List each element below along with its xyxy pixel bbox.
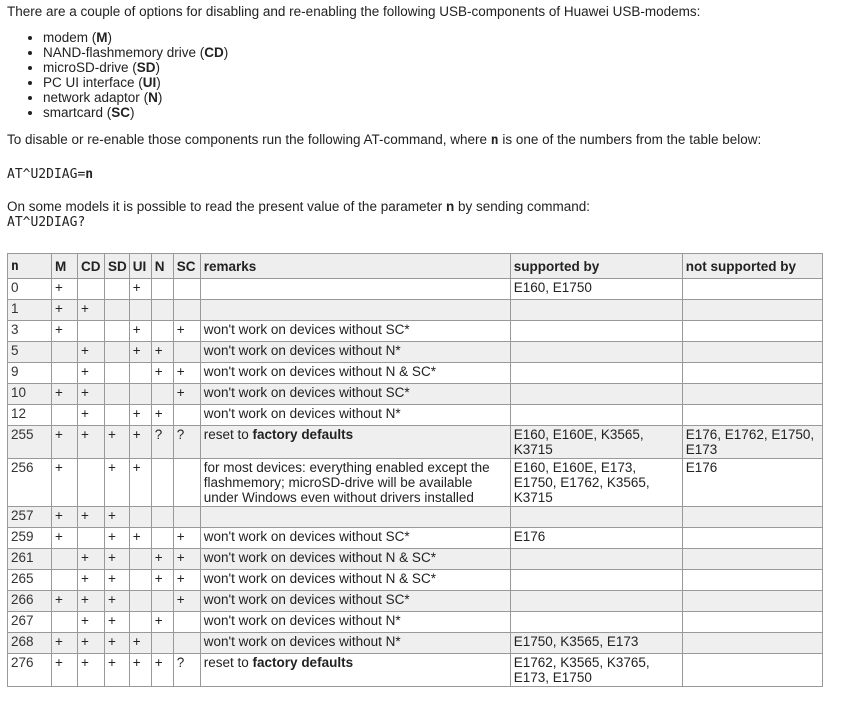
cell-net bbox=[151, 507, 173, 528]
table-row bbox=[8, 591, 823, 612]
cell-cd: + bbox=[78, 633, 105, 654]
cell-m: + bbox=[52, 633, 78, 654]
cell-cd: + bbox=[78, 426, 105, 459]
cell-net bbox=[151, 459, 173, 507]
cell-remarks: won't work on devices without SC* bbox=[200, 384, 510, 405]
cell-net bbox=[151, 384, 173, 405]
cell-sd: + bbox=[105, 459, 130, 507]
cell-sd: + bbox=[105, 633, 130, 654]
cell-not-supported-by bbox=[682, 507, 822, 528]
cell-n: 0 bbox=[8, 279, 52, 300]
cell-net bbox=[151, 528, 173, 549]
article-content bbox=[7, 3, 837, 231]
cell-remarks bbox=[200, 279, 510, 300]
cell-sd: + bbox=[105, 591, 130, 612]
cell-n: 257 bbox=[8, 507, 52, 528]
cell-ui: + bbox=[129, 405, 151, 426]
cell-remarks: won't work on devices without N* bbox=[200, 405, 510, 426]
cell-ui: + bbox=[129, 459, 151, 507]
cell-net: + bbox=[151, 570, 173, 591]
table-row bbox=[8, 528, 823, 549]
cell-sd bbox=[105, 321, 130, 342]
col-header-n-adaptor: N bbox=[151, 254, 173, 279]
cell-cd bbox=[78, 321, 105, 342]
cell-sd bbox=[105, 279, 130, 300]
cell-ui: + bbox=[129, 426, 151, 459]
cell-sc bbox=[173, 300, 200, 321]
cell-sc: + bbox=[173, 384, 200, 405]
cell-n: 276 bbox=[8, 654, 52, 687]
cell-sc: ? bbox=[173, 426, 200, 459]
cell-ui: + bbox=[129, 321, 151, 342]
cell-m bbox=[52, 342, 78, 363]
cell-cd: + bbox=[78, 654, 105, 687]
cell-net: + bbox=[151, 654, 173, 687]
cell-sc bbox=[173, 612, 200, 633]
cell-remarks: reset to factory defaults bbox=[200, 654, 510, 687]
cell-cd: + bbox=[78, 405, 105, 426]
component-item: • NAND-flashmemory drive (CD) bbox=[43, 45, 837, 60]
cell-remarks: won't work on devices without N & SC* bbox=[200, 570, 510, 591]
cell-cd: + bbox=[78, 384, 105, 405]
cell-cd: + bbox=[78, 363, 105, 384]
cell-cd: + bbox=[78, 507, 105, 528]
cell-m bbox=[52, 612, 78, 633]
cell-supported-by: E1750, K3565, E173 bbox=[510, 633, 682, 654]
cell-sd bbox=[105, 363, 130, 384]
col-header-n: n bbox=[8, 254, 52, 279]
cell-supported-by bbox=[510, 342, 682, 363]
cell-supported-by bbox=[510, 549, 682, 570]
cell-not-supported-by bbox=[682, 300, 822, 321]
cell-ui: + bbox=[129, 633, 151, 654]
cell-sc bbox=[173, 279, 200, 300]
cell-ui bbox=[129, 507, 151, 528]
cell-m bbox=[52, 363, 78, 384]
col-header-sd: SD bbox=[105, 254, 130, 279]
cell-sd: + bbox=[105, 426, 130, 459]
cell-sc: + bbox=[173, 528, 200, 549]
cell-sc: + bbox=[173, 570, 200, 591]
component-list bbox=[7, 30, 837, 120]
instruction-paragraph: To disable or re-enable those components run the following AT-command, where n is one of the numbers from the table below: bbox=[7, 132, 762, 148]
cell-ui bbox=[129, 591, 151, 612]
cell-not-supported-by bbox=[682, 591, 822, 612]
cell-supported-by bbox=[510, 612, 682, 633]
cell-ui: + bbox=[129, 279, 151, 300]
cell-net bbox=[151, 591, 173, 612]
cell-n: 9 bbox=[8, 363, 52, 384]
cell-sd bbox=[105, 342, 130, 363]
cell-sc: + bbox=[173, 549, 200, 570]
col-header-sc: SC bbox=[173, 254, 200, 279]
cell-remarks: won't work on devices without N & SC* bbox=[200, 363, 510, 384]
cell-cd: + bbox=[78, 300, 105, 321]
table-row bbox=[8, 405, 823, 426]
table-row bbox=[8, 342, 823, 363]
component-item: • smartcard (SC) bbox=[43, 105, 837, 120]
cell-m: + bbox=[52, 384, 78, 405]
cell-ui: + bbox=[129, 528, 151, 549]
cell-m bbox=[52, 549, 78, 570]
cell-sd: + bbox=[105, 570, 130, 591]
table-row bbox=[8, 300, 823, 321]
cell-n: 1 bbox=[8, 300, 52, 321]
cell-m bbox=[52, 405, 78, 426]
cell-m: + bbox=[52, 528, 78, 549]
table-row bbox=[8, 363, 823, 384]
cell-sd: + bbox=[105, 654, 130, 687]
cell-net: + bbox=[151, 549, 173, 570]
cell-not-supported-by bbox=[682, 342, 822, 363]
cell-supported-by: E160, E160E, E173, E1750, E1762, K3565, K3715 bbox=[510, 459, 682, 507]
cell-remarks: won't work on devices without SC* bbox=[200, 591, 510, 612]
cell-not-supported-by bbox=[682, 363, 822, 384]
cell-supported-by bbox=[510, 405, 682, 426]
cell-supported-by bbox=[510, 507, 682, 528]
cell-net: + bbox=[151, 342, 173, 363]
cell-not-supported-by: E176 bbox=[682, 459, 822, 507]
table-row bbox=[8, 459, 823, 507]
cell-ui: + bbox=[129, 342, 151, 363]
cell-remarks bbox=[200, 507, 510, 528]
col-header-ui: UI bbox=[129, 254, 151, 279]
cell-remarks: reset to factory defaults bbox=[200, 426, 510, 459]
cell-n: 10 bbox=[8, 384, 52, 405]
cell-remarks: won't work on devices without SC* bbox=[200, 528, 510, 549]
cell-m: + bbox=[52, 654, 78, 687]
cell-n: 259 bbox=[8, 528, 52, 549]
cell-supported-by bbox=[510, 321, 682, 342]
table-row bbox=[8, 507, 823, 528]
u2diag-table bbox=[7, 253, 823, 687]
cell-ui bbox=[129, 363, 151, 384]
cell-not-supported-by: E176, E1762, E1750, E173 bbox=[682, 426, 822, 459]
cell-sc bbox=[173, 633, 200, 654]
table-row bbox=[8, 321, 823, 342]
cell-cd bbox=[78, 459, 105, 507]
cell-remarks bbox=[200, 300, 510, 321]
cell-ui bbox=[129, 384, 151, 405]
cell-supported-by: E160, E160E, K3565, K3715 bbox=[510, 426, 682, 459]
cell-sd bbox=[105, 384, 130, 405]
cell-ui bbox=[129, 612, 151, 633]
set-command-code: AT^U2DIAG=n bbox=[7, 167, 94, 182]
table-row bbox=[8, 654, 823, 687]
component-item: • network adaptor (N) bbox=[43, 90, 837, 105]
cell-not-supported-by bbox=[682, 528, 822, 549]
cell-cd: + bbox=[78, 549, 105, 570]
cell-sd bbox=[105, 300, 130, 321]
table-row bbox=[8, 633, 823, 654]
cell-ui: + bbox=[129, 654, 151, 687]
cell-n: 12 bbox=[8, 405, 52, 426]
intro-paragraph: There are a couple of options for disabling and re-enabling the following USB-components of Huawei USB-modems: bbox=[7, 4, 701, 19]
cell-remarks: won't work on devices without SC* bbox=[200, 321, 510, 342]
table-row bbox=[8, 570, 823, 591]
cell-remarks: for most devices: everything enabled except the flashmemory; microSD-drive will be available under Windows even without drivers installed bbox=[200, 459, 510, 507]
cell-supported-by: E160, E1750 bbox=[510, 279, 682, 300]
cell-m: + bbox=[52, 279, 78, 300]
table-row bbox=[8, 549, 823, 570]
cell-not-supported-by bbox=[682, 321, 822, 342]
component-item: • modem (M) bbox=[43, 30, 837, 45]
cell-ui bbox=[129, 300, 151, 321]
cell-not-supported-by bbox=[682, 549, 822, 570]
cell-net bbox=[151, 633, 173, 654]
cell-net: + bbox=[151, 405, 173, 426]
cell-net bbox=[151, 300, 173, 321]
component-item: • PC UI interface (UI) bbox=[43, 75, 837, 90]
cell-supported-by bbox=[510, 300, 682, 321]
cell-m: + bbox=[52, 591, 78, 612]
cell-sd: + bbox=[105, 549, 130, 570]
col-header-m: M bbox=[52, 254, 78, 279]
col-header-not-supported: not supported by bbox=[682, 254, 822, 279]
cell-n: 3 bbox=[8, 321, 52, 342]
cell-n: 255 bbox=[8, 426, 52, 459]
cell-supported-by bbox=[510, 384, 682, 405]
cell-cd: + bbox=[78, 591, 105, 612]
cell-cd: + bbox=[78, 612, 105, 633]
cell-supported-by bbox=[510, 570, 682, 591]
table-row bbox=[8, 612, 823, 633]
cell-n: 256 bbox=[8, 459, 52, 507]
component-item: • microSD-drive (SD) bbox=[43, 60, 837, 75]
col-header-supported: supported by bbox=[510, 254, 682, 279]
cell-net bbox=[151, 321, 173, 342]
cell-not-supported-by bbox=[682, 612, 822, 633]
cell-net: ? bbox=[151, 426, 173, 459]
cell-sd: + bbox=[105, 507, 130, 528]
cell-cd: + bbox=[78, 570, 105, 591]
cell-not-supported-by bbox=[682, 405, 822, 426]
cell-sc bbox=[173, 405, 200, 426]
cell-sc: + bbox=[173, 363, 200, 384]
table-row bbox=[8, 426, 823, 459]
cell-sc: + bbox=[173, 591, 200, 612]
cell-sd: + bbox=[105, 612, 130, 633]
cell-remarks: won't work on devices without N & SC* bbox=[200, 549, 510, 570]
col-header-cd: CD bbox=[78, 254, 105, 279]
cell-net: + bbox=[151, 612, 173, 633]
cell-sc bbox=[173, 342, 200, 363]
cell-not-supported-by bbox=[682, 633, 822, 654]
cell-n: 267 bbox=[8, 612, 52, 633]
cell-supported-by: E1762, K3565, K3765, E173, E1750 bbox=[510, 654, 682, 687]
cell-sc: + bbox=[173, 321, 200, 342]
cell-n: 5 bbox=[8, 342, 52, 363]
cell-n: 265 bbox=[8, 570, 52, 591]
table-header-row bbox=[8, 254, 823, 279]
cell-not-supported-by bbox=[682, 654, 822, 687]
cell-not-supported-by bbox=[682, 384, 822, 405]
cell-supported-by: E176 bbox=[510, 528, 682, 549]
query-command-code: AT^U2DIAG? bbox=[7, 215, 86, 230]
cell-not-supported-by bbox=[682, 570, 822, 591]
cell-m: + bbox=[52, 459, 78, 507]
table-row bbox=[8, 384, 823, 405]
cell-sd: + bbox=[105, 528, 130, 549]
cell-sc: ? bbox=[173, 654, 200, 687]
cell-sc bbox=[173, 459, 200, 507]
cell-m: + bbox=[52, 426, 78, 459]
col-header-remarks: remarks bbox=[200, 254, 510, 279]
cell-ui bbox=[129, 549, 151, 570]
cell-cd bbox=[78, 279, 105, 300]
cell-cd: + bbox=[78, 342, 105, 363]
cell-n: 266 bbox=[8, 591, 52, 612]
cell-m: + bbox=[52, 321, 78, 342]
cell-not-supported-by bbox=[682, 279, 822, 300]
cell-sc bbox=[173, 507, 200, 528]
cell-m: + bbox=[52, 300, 78, 321]
cell-net: + bbox=[151, 363, 173, 384]
cell-remarks: won't work on devices without N* bbox=[200, 612, 510, 633]
cell-supported-by bbox=[510, 591, 682, 612]
cell-net bbox=[151, 279, 173, 300]
param-n: n bbox=[85, 167, 94, 182]
cell-supported-by bbox=[510, 363, 682, 384]
cell-n: 268 bbox=[8, 633, 52, 654]
cell-cd bbox=[78, 528, 105, 549]
cell-n: 261 bbox=[8, 549, 52, 570]
cell-sd bbox=[105, 405, 130, 426]
cell-m bbox=[52, 570, 78, 591]
cell-remarks: won't work on devices without N* bbox=[200, 633, 510, 654]
table-row bbox=[8, 279, 823, 300]
cell-ui bbox=[129, 570, 151, 591]
cell-m: + bbox=[52, 507, 78, 528]
query-paragraph: On some models it is possible to read the present value of the parameter n by sending command: bbox=[7, 199, 591, 214]
cell-remarks: won't work on devices without N* bbox=[200, 342, 510, 363]
